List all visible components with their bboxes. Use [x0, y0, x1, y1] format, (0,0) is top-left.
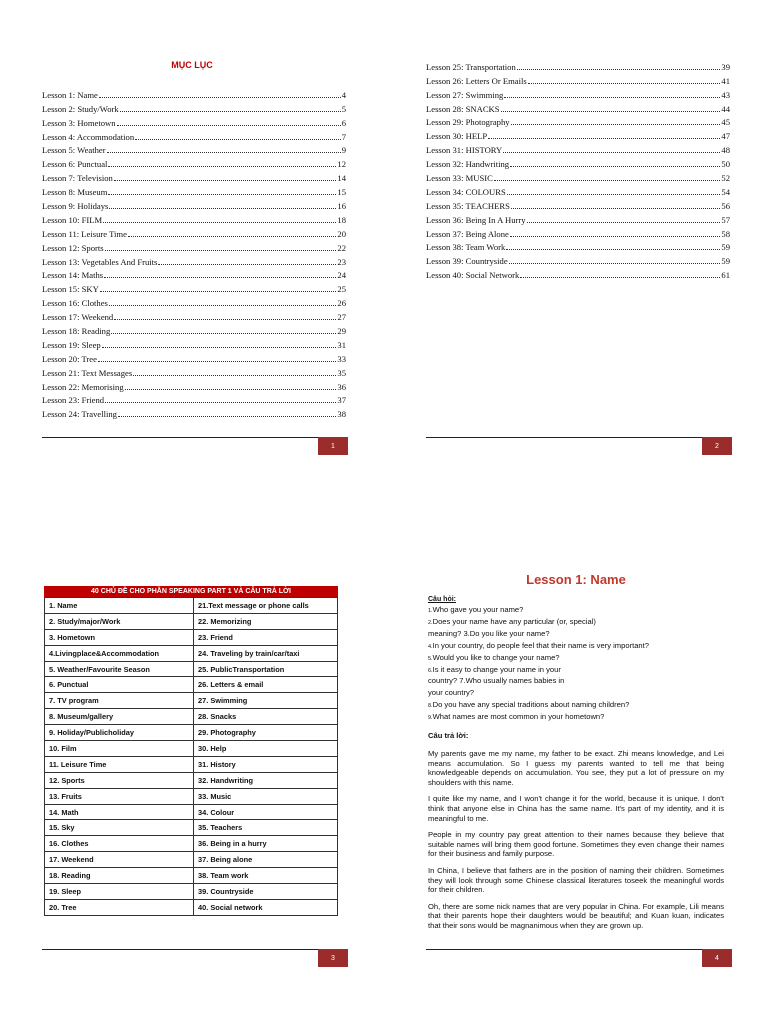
question-text: Would you like to change your name?: [432, 652, 560, 662]
toc-leader-dots: [494, 180, 721, 181]
toc-entry: [42, 197, 346, 211]
question-item: [428, 605, 724, 617]
toc-entry-name: Lesson 7: Television: [42, 173, 113, 184]
topic-cell: 20. Tree: [45, 899, 194, 915]
toc-entry-name: Lesson 19: Sleep: [42, 339, 101, 350]
toc-leader-dots: [114, 319, 336, 320]
toc-entry: [426, 58, 730, 72]
topic-cell: 5. Weather/Favourite Season: [45, 661, 194, 677]
topic-cell: 21.Text message or phone calls: [194, 598, 338, 614]
toc-entry-page: 50: [721, 159, 730, 170]
question-text: your country?: [428, 688, 475, 698]
toc-title: MỤC LỤC: [171, 60, 213, 70]
topics-table-header: 40 CHỦ ĐỀ CHO PHẦN SPEAKING PART 1 VÀ CÂU TRẢ LỜI: [44, 586, 338, 597]
topics-row: [45, 804, 338, 820]
toc-entry-name: Lesson 2: Study/Work: [42, 103, 119, 114]
toc-leader-dots: [102, 347, 337, 348]
toc-leader-dots: [528, 83, 721, 84]
toc-entry-page: 57: [721, 214, 730, 225]
question-text: Do you have any special traditions about naming children?: [432, 700, 630, 710]
toc-entry-name: Lesson 27: Swimming: [426, 89, 504, 100]
toc-entry-name: Lesson 21: Text Messages: [42, 367, 133, 378]
toc-entry-page: 61: [721, 270, 730, 281]
toc-entry-page: 24: [337, 270, 346, 281]
toc-entry-page: 59: [721, 256, 730, 267]
toc-entry-name: Lesson 8: Museum: [42, 187, 108, 198]
toc-entry: [42, 253, 346, 267]
toc-entry: [42, 378, 346, 392]
topic-cell: 28. Snacks: [194, 709, 338, 725]
toc-entry: [42, 225, 346, 239]
toc-entry: [42, 169, 346, 183]
toc-leader-dots: [107, 152, 341, 153]
topics-row: [45, 677, 338, 693]
page-1: [0, 0, 384, 512]
topic-cell: 3. Hometown: [45, 629, 194, 645]
toc-entry: [42, 280, 346, 294]
toc-leader-dots: [111, 333, 336, 334]
toc-entry-name: Lesson 15: SKY: [42, 284, 99, 295]
answer-paragraph: My parents gave me my name, my father to be exact. Zhi means knowledge, and Lei means accumulation. So I guess my parents wanted to tell me that being knowledgeable depends on accumulation. You see, they put a lot of pressure on my shoulders with this name.: [428, 749, 724, 787]
question-item: [428, 629, 724, 641]
answer-paragraph: In China, I believe that fathers are in the position of naming their children. Sometimes they will look through some Chinese classical literatures toseek the meaningful words for their children.: [428, 866, 724, 895]
topic-cell: 25. PublicTransportation: [194, 661, 338, 677]
toc-entry: [42, 100, 346, 114]
topic-cell: 40. Social network: [194, 899, 338, 915]
toc-entry: [42, 128, 346, 142]
toc-entry: [426, 211, 730, 225]
toc-entry-page: 14: [337, 173, 346, 184]
toc-leader-dots: [109, 305, 337, 306]
toc-entry: [426, 127, 730, 141]
toc-entry: [42, 86, 346, 100]
topic-cell: 30. Help: [194, 741, 338, 757]
toc-leader-dots: [507, 194, 721, 195]
topic-cell: 12. Sports: [45, 772, 194, 788]
toc-entry-page: 7: [341, 131, 346, 142]
toc-entry: [426, 239, 730, 253]
toc-entry: [42, 405, 346, 419]
toc-entry-name: Lesson 9: Holidays: [42, 201, 109, 212]
toc-entry-page: 39: [721, 61, 730, 72]
toc-entry-page: 54: [721, 186, 730, 197]
answers-list: [428, 749, 724, 931]
topics-row: [45, 629, 338, 645]
topic-cell: 14. Math: [45, 804, 194, 820]
toc-entry-page: 59: [721, 242, 730, 253]
toc-entry: [426, 225, 730, 239]
questions-label: Câu hỏi:: [428, 596, 456, 603]
topics-row: [45, 693, 338, 709]
topics-row: [45, 598, 338, 614]
topics-row: [45, 645, 338, 661]
toc-entry-page: 5: [341, 103, 346, 114]
topic-cell: 37. Being alone: [194, 852, 338, 868]
toc-entry-name: Lesson 30: HELP: [426, 131, 488, 142]
toc-leader-dots: [517, 69, 721, 70]
page-rule: [42, 437, 348, 438]
toc-leader-dots: [520, 277, 720, 278]
toc-entry-page: 25: [337, 284, 346, 295]
toc-entry-name: Lesson 32: Handwriting: [426, 159, 510, 170]
topics-row: [45, 852, 338, 868]
toc-entry: [426, 155, 730, 169]
toc-entry-page: 44: [721, 103, 730, 114]
toc-leader-dots: [506, 249, 720, 250]
topic-cell: 15. Sky: [45, 820, 194, 836]
topic-cell: 4.Livingplace&Accommodation: [45, 645, 194, 661]
toc-entry-name: Lesson 3: Hometown: [42, 117, 116, 128]
toc-leader-dots: [125, 389, 337, 390]
toc-entry-page: 15: [337, 187, 346, 198]
topic-cell: 33. Music: [194, 788, 338, 804]
toc-entry-name: Lesson 12: Sports: [42, 242, 104, 253]
toc-leader-dots: [504, 97, 720, 98]
toc-entry-name: Lesson 20: Tree: [42, 353, 97, 364]
toc-entry-page: 45: [721, 117, 730, 128]
topic-cell: 9. Holiday/Publicholiday: [45, 725, 194, 741]
toc-entry: [42, 308, 346, 322]
topics-row: [45, 820, 338, 836]
toc-entry-name: Lesson 40: Social Network: [426, 270, 520, 281]
toc-leader-dots: [510, 166, 720, 167]
toc-entry-name: Lesson 35: TEACHERS: [426, 200, 510, 211]
toc-entry-page: 22: [337, 242, 346, 253]
toc-leader-dots: [98, 361, 336, 362]
question-number: 8.: [428, 703, 433, 710]
topic-cell: 8. Museum/gallery: [45, 709, 194, 725]
toc-entry: [426, 114, 730, 128]
toc-leader-dots: [133, 375, 336, 376]
topic-cell: 16. Clothes: [45, 836, 194, 852]
toc-entry: [426, 72, 730, 86]
topic-cell: 34. Colour: [194, 804, 338, 820]
question-item: [428, 653, 724, 665]
toc-entry-name: Lesson 23: Friend: [42, 395, 105, 406]
toc-entry-page: 37: [337, 395, 346, 406]
toc-leader-dots: [509, 263, 721, 264]
question-item: [428, 688, 724, 700]
question-item: [428, 617, 724, 629]
toc-leader-dots: [158, 264, 336, 265]
toc-entry-page: 9: [341, 145, 346, 156]
toc-leader-dots: [99, 97, 341, 98]
topic-cell: 36. Being in a hurry: [194, 836, 338, 852]
page-number: 1: [318, 437, 348, 455]
toc-entry: [42, 239, 346, 253]
toc-entry-name: Lesson 16: Clothes: [42, 298, 108, 309]
topic-cell: 27. Swimming: [194, 693, 338, 709]
page-number: 4: [702, 949, 732, 967]
toc-leader-dots: [105, 250, 337, 251]
toc-entry-page: 38: [337, 409, 346, 420]
topics-row: [45, 661, 338, 677]
toc-entry-name: Lesson 38: Team Work: [426, 242, 506, 253]
topics-row: [45, 884, 338, 900]
topic-cell: 35. Teachers: [194, 820, 338, 836]
toc-entry-name: Lesson 26: Letters Or Emails: [426, 75, 527, 86]
toc-entry: [42, 350, 346, 364]
toc-entry: [426, 266, 730, 280]
toc-leader-dots: [105, 402, 336, 403]
page-number: 2: [702, 437, 732, 455]
toc-entry-name: Lesson 31: HISTORY: [426, 145, 503, 156]
topic-cell: 11. Leisure Time: [45, 756, 194, 772]
topic-cell: 24. Traveling by train/car/taxi: [194, 645, 338, 661]
topic-cell: 13. Fruits: [45, 788, 194, 804]
topics-row: [45, 709, 338, 725]
toc-entry: [42, 211, 346, 225]
toc-leader-dots: [109, 208, 336, 209]
toc-entry-name: Lesson 13: Vegetables And Fruits: [42, 256, 158, 267]
topics-row: [45, 836, 338, 852]
toc-entry-name: Lesson 6: Punctual: [42, 159, 108, 170]
topic-cell: 38. Team work: [194, 868, 338, 884]
toc-leader-dots: [100, 291, 337, 292]
page-number: 3: [318, 949, 348, 967]
toc-leader-dots: [104, 277, 336, 278]
toc-entry: [42, 294, 346, 308]
toc-leader-dots: [503, 152, 720, 153]
toc-entry-page: 31: [337, 339, 346, 350]
question-text: In your country, do people feel that their name is very important?: [432, 640, 649, 650]
toc-entry-page: 4: [341, 89, 346, 100]
toc-entry-page: 56: [721, 200, 730, 211]
topic-cell: 2. Study/major/Work: [45, 613, 194, 629]
question-number: 6.: [428, 667, 433, 674]
topics-row: [45, 756, 338, 772]
toc-entry-page: 48: [721, 145, 730, 156]
question-number: 5.: [428, 655, 433, 662]
toc-entry: [42, 183, 346, 197]
toc-entry-page: 47: [721, 131, 730, 142]
page-rule: [426, 949, 732, 950]
toc-entry: [426, 86, 730, 100]
toc-entry-page: 33: [337, 353, 346, 364]
toc-entry-name: Lesson 36: Being In A Hurry: [426, 214, 526, 225]
toc-entry-name: Lesson 37: Being Alone: [426, 228, 509, 239]
toc-leader-dots: [511, 124, 721, 125]
topic-cell: 17. Weekend: [45, 852, 194, 868]
page-4: [384, 512, 768, 1024]
topic-cell: 32. Handwriting: [194, 772, 338, 788]
page-2: [384, 0, 768, 512]
toc-entry-page: 58: [721, 228, 730, 239]
toc-entry-page: 12: [337, 159, 346, 170]
question-item: [428, 641, 724, 653]
toc-leader-dots: [488, 138, 720, 139]
topics-row: [45, 613, 338, 629]
toc-list-right: [426, 58, 730, 280]
toc-entry-name: Lesson 25: Transportation: [426, 61, 516, 72]
topics-row: [45, 899, 338, 915]
toc-entry-name: Lesson 10: FILM: [42, 214, 103, 225]
toc-entry: [42, 267, 346, 281]
question-text: Who gave you your name?: [432, 605, 524, 614]
toc-entry-name: Lesson 18: Reading: [42, 326, 111, 337]
topics-row: [45, 725, 338, 741]
topics-row: [45, 868, 338, 884]
toc-entry: [426, 141, 730, 155]
answer-paragraph: Oh, there are some nick names that are very popular in China. For example, Lili means that their parents hope their daughters would be beautiful; and Kuan kuan, indicates that their sons would be magnanimous when they are grown up.: [428, 901, 724, 930]
toc-entry-page: 52: [721, 173, 730, 184]
lesson-body: [428, 596, 724, 938]
toc-entry-name: Lesson 1: Name: [42, 89, 98, 100]
topic-cell: 18. Reading: [45, 868, 194, 884]
question-text: Is it easy to change your name in your: [432, 664, 561, 674]
toc-entry-page: 27: [337, 312, 346, 323]
toc-entry-page: 35: [337, 367, 346, 378]
toc-entry-page: 43: [721, 89, 730, 100]
toc-leader-dots: [527, 222, 721, 223]
toc-entry-page: 41: [721, 75, 730, 86]
toc-entry-page: 6: [341, 117, 346, 128]
lesson-title: Lesson 1: Name: [526, 572, 626, 587]
topics-row: [45, 788, 338, 804]
topics-row: [45, 741, 338, 757]
topic-cell: 39. Countryside: [194, 884, 338, 900]
toc-leader-dots: [511, 208, 721, 209]
toc-leader-dots: [128, 236, 337, 237]
toc-entry-name: Lesson 22: Memorising: [42, 381, 124, 392]
toc-entry-page: 29: [337, 326, 346, 337]
topic-cell: 6. Punctual: [45, 677, 194, 693]
question-item: [428, 712, 724, 724]
topics-row: [45, 772, 338, 788]
question-item: [428, 676, 724, 688]
toc-entry-page: 16: [337, 201, 346, 212]
topic-cell: 1. Name: [45, 598, 194, 614]
answers-label: Câu trả lời:: [428, 731, 469, 741]
toc-leader-dots: [118, 416, 336, 417]
toc-entry: [42, 142, 346, 156]
question-text: country? 7.Who usually names babies in: [428, 676, 565, 686]
question-number: 1.: [428, 608, 433, 614]
answer-paragraph: I quite like my name, and I won't change it for the world, because it is unique. I don't think that anyone else in China has the same name. It's part of my identity, and it is meaningful to me.: [428, 794, 724, 823]
question-item: [428, 700, 724, 712]
topic-cell: 22. Memorizing: [194, 613, 338, 629]
toc-entry-name: Lesson 11: Leisure Time: [42, 228, 127, 239]
question-number: 9.: [428, 715, 433, 722]
toc-entry: [426, 100, 730, 114]
page-rule: [426, 437, 732, 438]
toc-leader-dots: [120, 111, 341, 112]
toc-leader-dots: [108, 166, 336, 167]
toc-entry: [426, 252, 730, 266]
toc-entry: [42, 155, 346, 169]
toc-entry-page: 18: [337, 214, 346, 225]
questions-list: [428, 605, 724, 724]
toc-entry: [42, 114, 346, 128]
topics-table: [44, 597, 338, 916]
page-3: [0, 512, 384, 1024]
toc-entry: [42, 322, 346, 336]
toc-entry-page: 36: [337, 381, 346, 392]
toc-leader-dots: [501, 111, 721, 112]
toc-leader-dots: [108, 194, 336, 195]
toc-leader-dots: [510, 236, 721, 237]
toc-entry-name: Lesson 4: Accommodation: [42, 131, 135, 142]
toc-entry-name: Lesson 14: Maths: [42, 270, 104, 281]
toc-entry-name: Lesson 5: Weather: [42, 145, 106, 156]
topic-cell: 26. Letters & email: [194, 677, 338, 693]
toc-entry: [426, 183, 730, 197]
toc-entry-name: Lesson 17: Weekend: [42, 312, 114, 323]
toc-entry-page: 23: [337, 256, 346, 267]
question-number: 4.: [428, 643, 433, 650]
question-text: meaning? 3.Do you like your name?: [428, 628, 550, 638]
answer-paragraph: People in my country pay great attention to their names because they believe that suitable names will bring them good fortune. Sometimes they even change their names for their business and family purpose.: [428, 830, 724, 859]
toc-entry-page: 20: [337, 228, 346, 239]
question-number: 2.: [428, 619, 433, 626]
topic-cell: 7. TV program: [45, 693, 194, 709]
toc-entry: [426, 169, 730, 183]
topic-cell: 10. Film: [45, 741, 194, 757]
toc-entry-name: Lesson 34: COLOURS: [426, 186, 506, 197]
toc-entry: [42, 364, 346, 378]
toc-entry-name: Lesson 24: Travelling: [42, 409, 117, 420]
toc-leader-dots: [117, 125, 341, 126]
toc-entry: [426, 197, 730, 211]
toc-entry: [42, 392, 346, 406]
toc-entry-page: 26: [337, 298, 346, 309]
topic-cell: 31. History: [194, 756, 338, 772]
topic-cell: 29. Photography: [194, 725, 338, 741]
toc-list-left: [42, 86, 346, 419]
toc-leader-dots: [103, 222, 336, 223]
topic-cell: 23. Friend: [194, 629, 338, 645]
toc-entry-name: Lesson 29: Photography: [426, 117, 510, 128]
topic-cell: 19. Sleep: [45, 884, 194, 900]
toc-entry: [42, 336, 346, 350]
toc-leader-dots: [135, 139, 341, 140]
toc-entry-name: Lesson 39: Countryside: [426, 256, 508, 267]
question-text: Does your name have any particular (or, special): [432, 616, 596, 626]
question-text: What names are most common in your hometown?: [432, 712, 605, 722]
page-rule: [42, 949, 348, 950]
toc-entry-name: Lesson 33: MUSIC: [426, 173, 493, 184]
toc-leader-dots: [114, 180, 337, 181]
question-item: [428, 665, 724, 677]
toc-entry-name: Lesson 28: SNACKS: [426, 103, 500, 114]
